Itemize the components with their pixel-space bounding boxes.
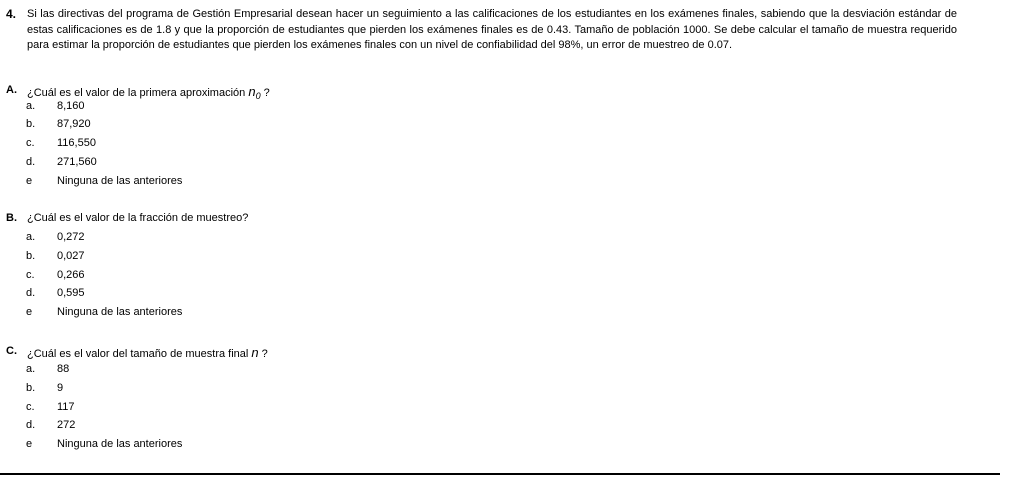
option-text: Ninguna de las anteriores xyxy=(57,438,183,450)
option-letter: e xyxy=(26,438,33,450)
part-letter: B. xyxy=(6,212,17,224)
part-question-suffix: ? xyxy=(258,348,268,360)
part-question-suffix: ? xyxy=(260,87,270,99)
option-text: 0,027 xyxy=(57,250,85,262)
option-text: 8,160 xyxy=(57,100,85,112)
option-text: 116,550 xyxy=(57,137,96,149)
question-statement: Si las directivas del programa de Gestión Empresarial desean hacer un seguimiento a las calificaciones de los estudiantes en los exámenes finales, sabiendo que la desviación estándar de estas calificaciones es de 1.8 y que la proporción de estudiantes que pierden los exámenes finales es de 0.43. Tamaño de población 1000. Se debe calcular el tamaño de muestra requerido para estimar la proporción de estudiantes que pierden los exámenes finales con un nivel de confiabilidad del 98%, un error de muestreo de 0.07. xyxy=(27,8,957,52)
option-letter: e xyxy=(26,175,33,187)
part-question-text: ¿Cuál es el valor del tamaño de muestra final xyxy=(27,348,252,360)
symbol-subscript: 0 xyxy=(255,91,261,101)
option-letter: b. xyxy=(26,250,36,262)
option-letter: a. xyxy=(26,363,36,375)
option-letter: a. xyxy=(26,231,36,243)
option-letter: d. xyxy=(26,156,36,168)
option-text: 0,266 xyxy=(57,269,85,281)
option-text: 271,560 xyxy=(57,156,97,168)
option-text: 0,595 xyxy=(57,287,85,299)
option-text: 9 xyxy=(57,382,64,394)
option-letter: d. xyxy=(26,419,36,431)
question-number: 4. xyxy=(6,7,17,21)
part-question xyxy=(27,84,270,99)
option-letter: b. xyxy=(26,382,36,394)
part-question xyxy=(27,345,268,360)
option-letter: c. xyxy=(26,137,35,149)
option-letter: d. xyxy=(26,287,36,299)
option-text: 272 xyxy=(57,419,76,431)
option-text: 0,272 xyxy=(57,231,85,243)
option-text: Ninguna de las anteriores xyxy=(57,175,183,187)
option-letter: c. xyxy=(26,401,35,413)
option-text: Ninguna de las anteriores xyxy=(57,306,183,318)
part-question-text: ¿Cuál es el valor de la primera aproximación xyxy=(27,87,249,99)
option-text: 88 xyxy=(57,363,70,375)
option-text: 87,920 xyxy=(57,118,91,130)
part-letter: C. xyxy=(6,345,17,357)
symbol-n: n xyxy=(251,345,259,360)
symbol-n: n xyxy=(248,84,256,99)
option-letter: b. xyxy=(26,118,36,130)
part-question: ¿Cuál es el valor de la fracción de muestreo? xyxy=(27,212,249,224)
option-letter: a. xyxy=(26,100,36,112)
bottom-divider xyxy=(0,473,1000,475)
option-text: 117 xyxy=(57,401,75,413)
part-letter: A. xyxy=(6,84,17,96)
option-letter: c. xyxy=(26,269,35,281)
option-letter: e xyxy=(26,306,33,318)
